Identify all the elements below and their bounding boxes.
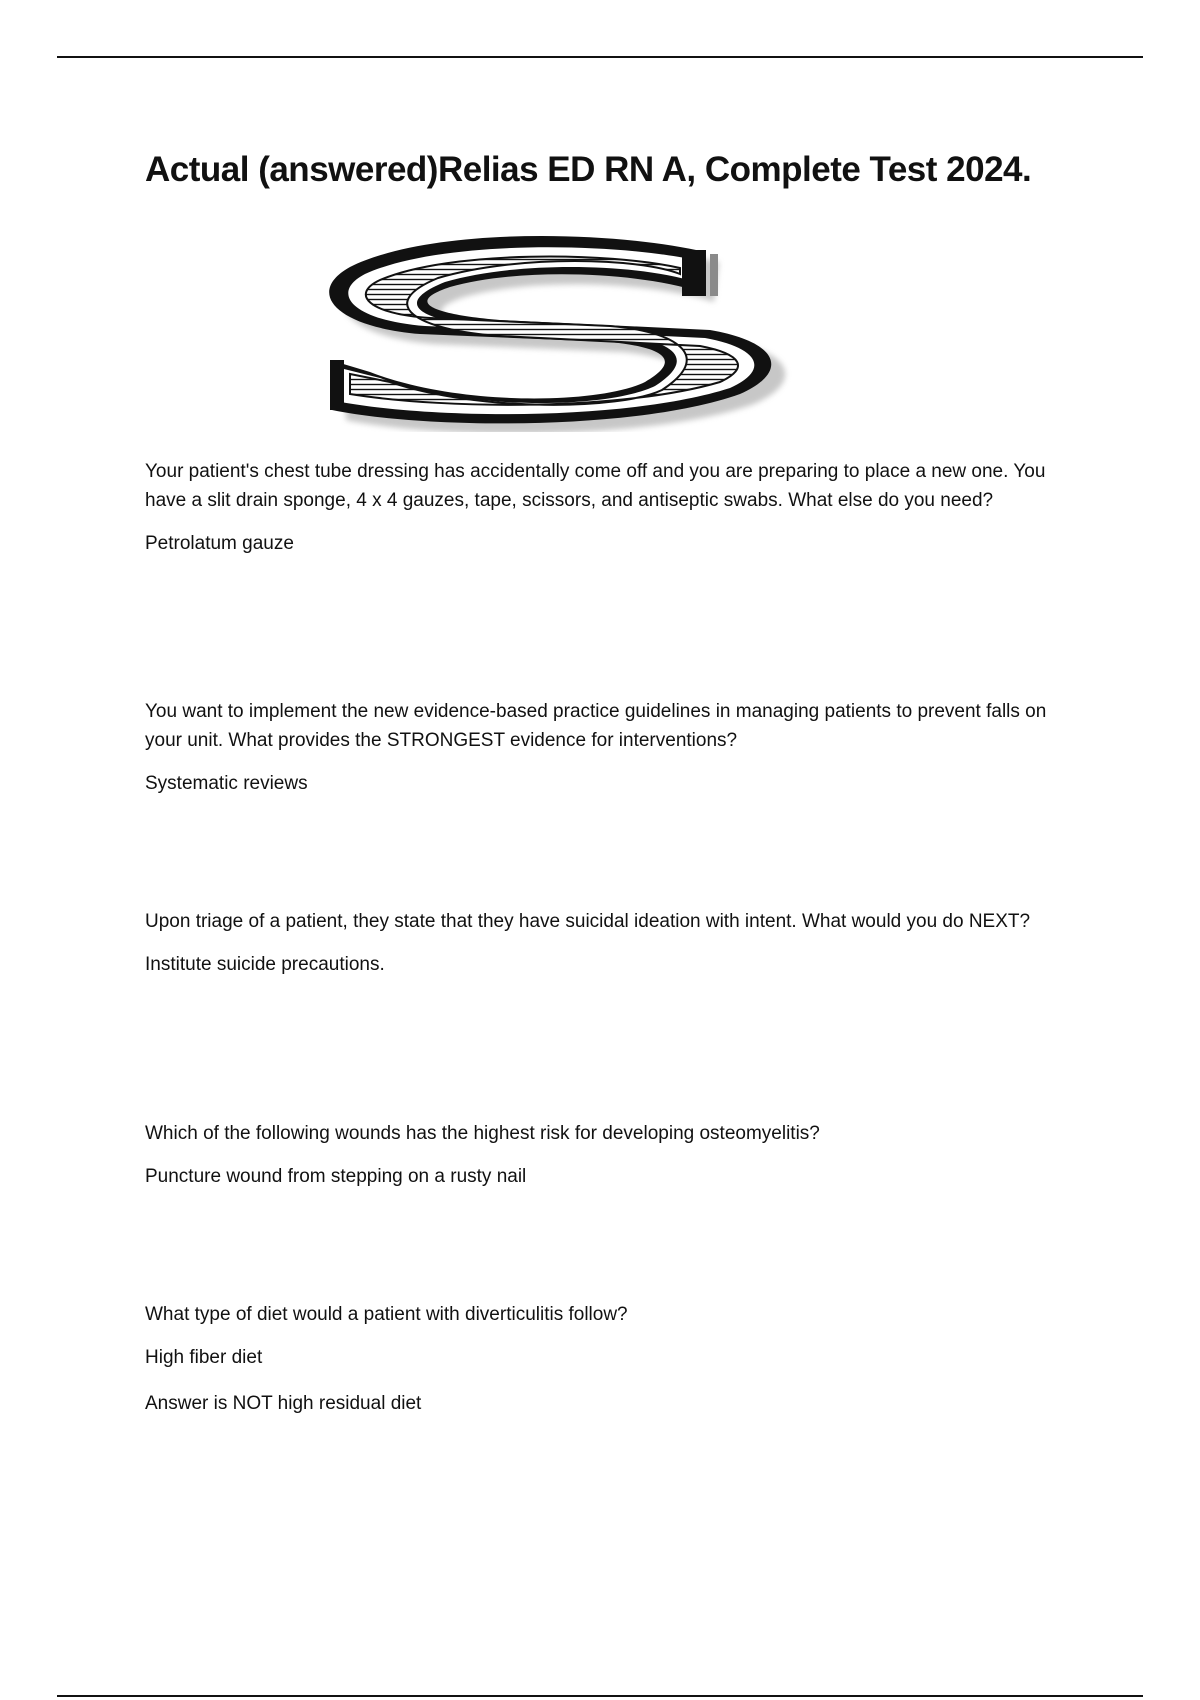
question-text: Which of the following wounds has the highest risk for developing osteomyelitis? (145, 1123, 820, 1144)
answer-text: Institute suicide precautions. (145, 954, 385, 975)
bottom-divider (57, 1695, 1143, 1697)
question-text: Your patient's chest tube dressing has accidentally come off and you are preparing to place a new one. You have a slit drain sponge, 4 x 4 gauzes, tape, scissors, and antiseptic swabs. What else do you need? (145, 461, 1046, 511)
answer-text: Puncture wound from stepping on a rusty nail (145, 1166, 527, 1187)
letter-s-logo-icon (310, 232, 810, 432)
question-text: Upon triage of a patient, they state that they have suicidal ideation with intent. What would you do NEXT? (145, 911, 1031, 932)
qa-item (145, 697, 1065, 798)
answer-text: High fiber diet (145, 1347, 263, 1368)
qa-item (145, 1300, 1065, 1418)
qa-item (145, 1119, 1065, 1191)
answer-text: Systematic reviews (145, 773, 308, 794)
question-text: You want to implement the new evidence-based practice guidelines in managing patients to prevent falls on your unit. What provides the STRONGEST evidence for interventions? (145, 701, 1047, 751)
document-title: Actual (answered)Relias ED RN A, Complete Test 2024. (145, 150, 1032, 189)
question-text: What type of diet would a patient with diverticulitis follow? (145, 1304, 628, 1325)
qa-item (145, 457, 1065, 558)
answer-note: Answer is NOT high residual diet (145, 1393, 422, 1414)
answer-text: Petrolatum gauze (145, 533, 294, 554)
top-divider (57, 56, 1143, 58)
qa-item (145, 907, 1065, 979)
